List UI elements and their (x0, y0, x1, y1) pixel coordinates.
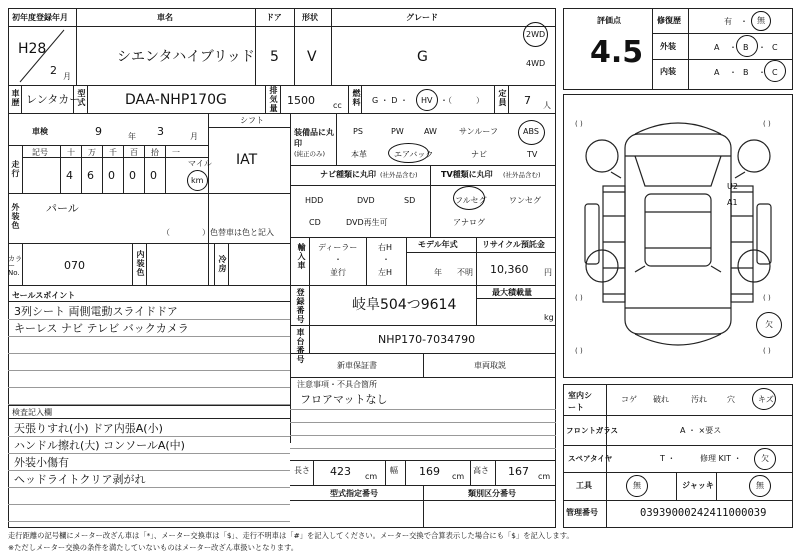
mileage-digit: 0 (108, 169, 115, 182)
door-count: 5 (270, 49, 279, 65)
ext-a: A (714, 43, 720, 52)
model-year-label: モデル年式 (418, 240, 458, 249)
color-label: 外装色 (11, 203, 20, 230)
import-dot-2: ・ (382, 255, 390, 264)
int-c: C (772, 68, 778, 77)
new-warranty: 新車保証書 (337, 361, 377, 370)
equipment-sub: (純正のみ) (294, 150, 326, 158)
recycle-value: 10,360 (490, 263, 529, 276)
fuel-options: G ・ D ・ (372, 96, 408, 105)
width-value: 169 (419, 465, 440, 478)
mileage-header-cell: 万 (88, 148, 96, 157)
import-parallel: 並行 (330, 268, 346, 277)
mileage-unit-km: km (191, 176, 204, 185)
spare-missing: 欠 (761, 454, 769, 463)
inspection-year: 9 (95, 125, 102, 138)
displacement-unit: cc (333, 101, 342, 110)
model-year-unit: 年 (434, 268, 442, 277)
nav-sub: (社外品含む) (380, 171, 418, 179)
svg-text:( ): ( ) (575, 120, 583, 128)
car-diagram (563, 94, 793, 378)
notes-label: 注意事項・不具合箇所 (297, 380, 377, 389)
chassis-label: 車台番号 (296, 328, 305, 364)
svg-text:( ): ( ) (575, 294, 583, 302)
seat-item: コゲ (621, 395, 637, 404)
exterior-label: 外装 (660, 42, 676, 51)
footer-line-2: ※ただしメーター交換の条件を満たしていないものはメーター改ざん車扱いとなります。 (8, 543, 299, 552)
mileage-digit: 0 (129, 169, 136, 182)
shift-value: IAT (236, 152, 258, 168)
max-load-label: 最大積載量 (492, 288, 532, 297)
equipment-item: ABS (523, 127, 539, 136)
type-designation-label: 型式指定番号 (330, 489, 378, 498)
nav-item: DVD再生可 (346, 218, 388, 227)
mileage-header-cell: 拾 (151, 148, 159, 157)
int-dot2: ・ (758, 68, 766, 77)
length-unit: cm (365, 472, 378, 481)
tools-value: 無 (633, 481, 641, 490)
score-label: 評価点 (597, 16, 621, 25)
shift-label: シフト (240, 116, 264, 125)
inspector-label: 検査記入欄 (12, 408, 52, 417)
interior-seat-label: 室内シート (568, 391, 592, 412)
length-value: 423 (330, 465, 351, 478)
fuel-label: 燃料 (352, 89, 361, 107)
length-label: 長さ (294, 466, 310, 475)
int-a: A (714, 68, 720, 77)
equipment-label: 装備品に丸印 (294, 128, 334, 148)
equipment-item: ナビ (471, 150, 487, 159)
color-no-label: カラーNo. (8, 255, 22, 277)
damage-a1: A1 (727, 198, 738, 207)
fullseg-circle (453, 186, 485, 210)
body-shape: V (307, 49, 317, 65)
tv-item: フルセグ (455, 196, 487, 205)
mileage-header-cell: 一 (172, 148, 180, 157)
color-value: パール (46, 202, 79, 215)
equipment-item: PW (391, 127, 404, 136)
inspector-line: 外装小傷有 (14, 456, 69, 469)
svg-text:( ): ( ) (575, 347, 583, 355)
inspector-line: 天張りすれ(小) ドア内張A(小) (14, 422, 163, 435)
int-dot1: ・ (729, 68, 737, 77)
spare-label: スペアタイヤ (568, 454, 613, 463)
ext-b: B (743, 43, 749, 52)
drive-4wd: 4WD (526, 59, 546, 68)
recycle-yen: 円 (544, 268, 552, 277)
equipment-item: サンルーフ (459, 127, 498, 136)
vehicle-manual: 車両取説 (474, 361, 506, 370)
mileage-header-cell: 十 (67, 148, 75, 157)
inspector-line: ヘッドライトクリア剥がれ (14, 473, 146, 486)
first-reg-era: H28 (18, 41, 47, 57)
mileage-header-cell: 千 (109, 148, 117, 157)
seat-kizu-circle (752, 388, 776, 410)
jack-label: ジャッキ (682, 481, 714, 490)
grade-label: グレード (406, 13, 438, 22)
width-unit: cm (452, 472, 465, 481)
interior-label: 内装 (660, 67, 676, 76)
mileage-digit: 0 (150, 169, 157, 182)
equipment-item: TV (527, 150, 538, 159)
fuel-other: ・（ ） (440, 96, 484, 105)
displacement: 1500 (287, 94, 315, 107)
equipment-item: エアバック (394, 150, 434, 159)
category-number-label: 類別区分番号 (468, 489, 516, 498)
inspection-label: 車検 (32, 127, 48, 136)
drive-2wd: 2WD (526, 30, 546, 39)
import-dot-1: ・ (334, 255, 342, 264)
capacity: 7 (524, 94, 531, 107)
score-value: 4.5 (590, 35, 644, 70)
usage-type: レンタカー (26, 93, 81, 106)
usage-type-label: 車歴 (11, 89, 20, 107)
model-year-unknown: 不明 (457, 268, 473, 277)
mileage-sym-label: 記号 (32, 148, 48, 157)
import-label: 輸入車 (297, 243, 306, 270)
jack-value: 無 (756, 481, 764, 490)
nav-item: CD (309, 218, 321, 227)
ac-label: 冷房 (218, 255, 227, 273)
ext-dot1: ・ (729, 43, 737, 52)
displacement-label: 排気量 (269, 86, 278, 113)
fuel-selected: HV (421, 96, 433, 105)
repair-label: 修復歴 (657, 16, 681, 25)
shape-label: 形状 (302, 13, 318, 22)
tv-item: ワンセグ (509, 196, 541, 205)
width-label: 幅 (390, 466, 398, 475)
mileage-header-cell: 百 (130, 148, 138, 157)
grade-value: G (417, 49, 428, 65)
mileage-digit: 6 (87, 169, 94, 182)
damage-u2: U2 (727, 182, 738, 191)
sales-point-line: 3列シート 両側電動スライドドア (14, 305, 178, 318)
seat-item: 穴 (727, 395, 735, 404)
import-left: 左H (378, 268, 393, 277)
height-value: 167 (508, 465, 529, 478)
seat-item: 汚れ (691, 395, 707, 404)
notes-value: フロアマットなし (300, 393, 388, 406)
inspection-year-unit: 年 (128, 132, 136, 141)
import-right: 右H (378, 243, 393, 252)
model-label: 型式 (77, 89, 86, 107)
int-b: B (743, 68, 749, 77)
import-dealer: ディーラー (318, 243, 358, 252)
nav-item: DVD (357, 196, 375, 205)
svg-text:( ): ( ) (763, 347, 771, 355)
car-name: シエンタハイブリッド (117, 49, 255, 65)
sales-points-label: セールスポイント (12, 291, 76, 300)
inspector-line: ハンドル擦れ(大) コンソールA(中) (14, 439, 185, 452)
airbag-circle (388, 143, 429, 163)
windshield-value: A ・ ×要ス (680, 426, 722, 435)
nav-item: SD (404, 196, 416, 205)
repair-yes: 有 (724, 17, 732, 26)
ext-dot2: ・ (758, 43, 766, 52)
svg-text:( ): ( ) (763, 294, 771, 302)
svg-text:( ): ( ) (763, 120, 771, 128)
inspection-month: 3 (157, 125, 164, 138)
nav-item: HDD (305, 196, 324, 205)
door-label: ドア (266, 13, 282, 22)
mileage-label: 走行 (11, 160, 20, 178)
equipment-item: AW (424, 127, 437, 136)
management-number: 03939000242411000039 (640, 507, 767, 519)
chassis-value: NHP170-7034790 (378, 333, 476, 346)
nav-label: ナビ種類に丸印 (320, 170, 376, 179)
first-reg-label: 初年度登録年月 (12, 13, 68, 22)
mileage-digit: 4 (66, 169, 73, 182)
tv-label: TV種類に丸印 (441, 170, 493, 179)
windshield-label: フロントガラス (566, 426, 619, 435)
first-reg-month-unit: 月 (63, 72, 71, 81)
repair-no: 無 (757, 16, 765, 25)
registration-label: 登録番号 (296, 288, 305, 324)
management-label: 管理番号 (566, 508, 598, 517)
repair-dot: ・ (740, 17, 748, 26)
abs-circle (518, 120, 545, 145)
mileage-unit-mile: マイル (188, 159, 212, 168)
spare-kit: 修理 KIT ・ (700, 454, 742, 463)
car-name-label: 車名 (157, 13, 173, 22)
registration-value: 岐阜504つ9614 (352, 297, 457, 313)
recycle-label: リサイクル預託金 (482, 240, 545, 249)
capacity-label: 定員 (498, 89, 507, 107)
height-unit: cm (538, 472, 551, 481)
sales-point-line: キーレス ナビ テレビ バックカメラ (14, 322, 189, 335)
tools-label: 工具 (576, 481, 592, 490)
spare-t: T ・ (660, 454, 676, 463)
seat-item: 破れ (653, 395, 669, 404)
model-code: DAA-NHP170G (125, 92, 227, 108)
tv-sub: (社外品含む) (503, 171, 541, 179)
equipment-item: 本革 (351, 150, 367, 159)
interior-color-label: 内装色 (136, 250, 145, 277)
tv-item: アナログ (453, 218, 485, 227)
missing-mark: 欠 (765, 320, 773, 329)
seat-item: キズ (758, 395, 774, 404)
color-note: （ ）色替車は色と記入 (162, 228, 274, 237)
max-load-unit: kg (544, 313, 554, 322)
height-label: 高さ (473, 466, 489, 475)
capacity-unit: 人 (543, 101, 551, 110)
equipment-item: PS (353, 127, 363, 136)
inspection-month-unit: 月 (190, 132, 198, 141)
footer-line-1: 走行距離の記号欄にメーター改ざん車は「*」、メーター交換車は「$」、走行不明車は「#」を記入してください。メーター交換で合算表示した場合にも「$」を記入します。 (8, 531, 574, 540)
color-no: 070 (64, 259, 85, 272)
first-reg-month: 2 (50, 64, 57, 77)
ext-c: C (772, 43, 778, 52)
